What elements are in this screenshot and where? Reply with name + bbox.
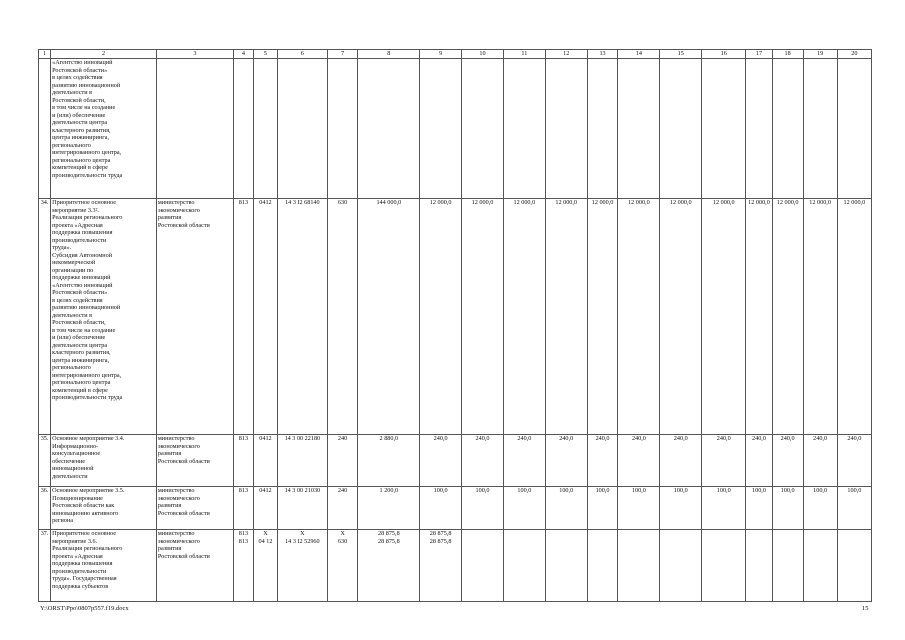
year-value: 100,0 <box>587 487 618 530</box>
row-number: 34. <box>39 199 51 435</box>
section-code: X 04 12 <box>253 530 277 602</box>
year-value <box>746 530 772 602</box>
year-value: 100,0 <box>545 487 587 530</box>
expense-type: X 630 <box>327 530 358 602</box>
year-value: 12 000,0 <box>503 199 545 435</box>
grbs-code: 813 <box>234 435 254 487</box>
target-article: 14 3 00 21030 <box>278 487 328 530</box>
table-row <box>39 530 872 602</box>
year-value: 240,0 <box>462 435 504 487</box>
year-value: 240,0 <box>772 435 803 487</box>
year-value: 100,0 <box>837 487 871 530</box>
col-header: 12 <box>545 50 587 59</box>
year-value: 240,0 <box>837 435 871 487</box>
year-value: 240,0 <box>420 435 462 487</box>
col-header: 3 <box>156 50 233 59</box>
row-number: 35. <box>39 435 51 487</box>
col-header: 14 <box>618 50 660 59</box>
expense-type: 240 <box>327 487 358 530</box>
col-header: 6 <box>278 50 328 59</box>
col-header: 15 <box>660 50 702 59</box>
page-number: 15 <box>862 605 869 612</box>
year-value: 12 000,0 <box>618 199 660 435</box>
target-article: 14 3 I2 68140 <box>278 199 328 435</box>
year-value <box>772 530 803 602</box>
section-code: 0412 <box>253 435 277 487</box>
total-value: 2 880,0 <box>358 435 420 487</box>
year-value: 240,0 <box>618 435 660 487</box>
year-value <box>503 530 545 602</box>
table-row-continued <box>39 59 872 199</box>
year-value: 12 000,0 <box>587 199 618 435</box>
year-value <box>837 530 871 602</box>
year-value: 12 000,0 <box>420 199 462 435</box>
table-row <box>39 199 872 435</box>
section-code: 0412 <box>253 487 277 530</box>
year-value: 28 875,8 28 875,8 <box>420 530 462 602</box>
table-row <box>39 435 872 487</box>
measure-text: Основное мероприятие 3.4. Информационно- консультационное обеспечение инновационной деятельности <box>51 435 157 487</box>
expense-type: 240 <box>327 435 358 487</box>
year-value: 240,0 <box>587 435 618 487</box>
section-code: 0412 <box>253 199 277 435</box>
year-value: 100,0 <box>503 487 545 530</box>
col-header: 8 <box>358 50 420 59</box>
year-value <box>545 530 587 602</box>
measure-text: Приоритетное основное мероприятие 3.3². Реализация регионального проекта «Адресная поддержка повышения производительности труда». Субсидия Автономной некоммерческой организации по поддержке инноваций «Агентство инноваций Ростовской области» в целях содействия развитию инновационной деятельности в Ростовской области, в том числе на создание и (или) обеспечение деятельности центра кластерного развития, центра инжиниринга, регионального интегрированного центра, регионального центра компетенций в сфере производительности труда <box>51 199 157 435</box>
col-header: 18 <box>772 50 803 59</box>
year-value: 12 000,0 <box>462 199 504 435</box>
row-number: 36. <box>39 487 51 530</box>
total-value: 28 875,8 28 875,8 <box>358 530 420 602</box>
expense-type: 630 <box>327 199 358 435</box>
year-value: 100,0 <box>618 487 660 530</box>
year-value <box>462 530 504 602</box>
year-value: 100,0 <box>803 487 837 530</box>
responsible-executor: министерство экономического развития Ростовской области <box>156 530 233 602</box>
col-header: 4 <box>234 50 254 59</box>
budget-table <box>38 49 872 602</box>
year-value: 240,0 <box>702 435 746 487</box>
col-header: 7 <box>327 50 358 59</box>
measure-text: Основное мероприятие 3.5. Позиционирование Ростовской области как инновационно активного региона <box>51 487 157 530</box>
year-value: 100,0 <box>746 487 772 530</box>
year-value: 240,0 <box>660 435 702 487</box>
responsible-executor: министерство экономического развития Ростовской области <box>156 435 233 487</box>
col-header: 20 <box>837 50 871 59</box>
year-value: 12 000,0 <box>746 199 772 435</box>
year-value <box>660 530 702 602</box>
year-value <box>587 530 618 602</box>
col-header: 10 <box>462 50 504 59</box>
grbs-code: 813 <box>234 487 254 530</box>
year-value <box>618 530 660 602</box>
year-value: 100,0 <box>772 487 803 530</box>
year-value: 12 000,0 <box>772 199 803 435</box>
year-value: 100,0 <box>420 487 462 530</box>
year-value: 100,0 <box>462 487 504 530</box>
year-value: 12 000,0 <box>660 199 702 435</box>
total-value: 1 200,0 <box>358 487 420 530</box>
col-header: 11 <box>503 50 545 59</box>
col-header: 19 <box>803 50 837 59</box>
year-value <box>803 530 837 602</box>
grbs-code: 813 <box>234 199 254 435</box>
col-header: 16 <box>702 50 746 59</box>
year-value: 100,0 <box>702 487 746 530</box>
target-article: X 14 3 I2 52960 <box>278 530 328 602</box>
grbs-code: 813 813 <box>234 530 254 602</box>
footer-file-path: Y:\ORST\Ppo\0807p557.f19.docx <box>40 605 129 612</box>
measure-text: «Агентство инноваций Ростовской области» в целях содействия развитию инновационной деятельности в Ростовской области, в том числе на создание и (или) обеспечение деятельности центра кластерного развития, центра инжиниринга, регионального интегрированного центра, регионального центра компетенций в сфере производительности труда <box>51 59 157 199</box>
year-value: 12 000,0 <box>837 199 871 435</box>
year-value: 12 000,0 <box>803 199 837 435</box>
header-row <box>39 50 872 59</box>
col-header: 17 <box>746 50 772 59</box>
measure-text: Приоритетное основное мероприятие 3.6. Реализация регионального проекта «Адресная поддержка повышения производительности труда». Государственная поддержка субъектов <box>51 530 157 602</box>
responsible-executor: министерство экономического развития Ростовской области <box>156 199 233 435</box>
year-value: 240,0 <box>803 435 837 487</box>
year-value: 240,0 <box>746 435 772 487</box>
col-header: 1 <box>39 50 51 59</box>
col-header: 13 <box>587 50 618 59</box>
responsible-executor: министерство экономического развития Ростовской области <box>156 487 233 530</box>
year-value: 12 000,0 <box>702 199 746 435</box>
target-article: 14 3 00 22180 <box>278 435 328 487</box>
col-header: 5 <box>253 50 277 59</box>
year-value: 240,0 <box>503 435 545 487</box>
table-row <box>39 487 872 530</box>
col-header: 9 <box>420 50 462 59</box>
year-value: 240,0 <box>545 435 587 487</box>
year-value: 100,0 <box>660 487 702 530</box>
total-value: 144 000,0 <box>358 199 420 435</box>
col-header: 2 <box>51 50 157 59</box>
row-number: 37. <box>39 530 51 602</box>
year-value <box>702 530 746 602</box>
year-value: 12 000,0 <box>545 199 587 435</box>
